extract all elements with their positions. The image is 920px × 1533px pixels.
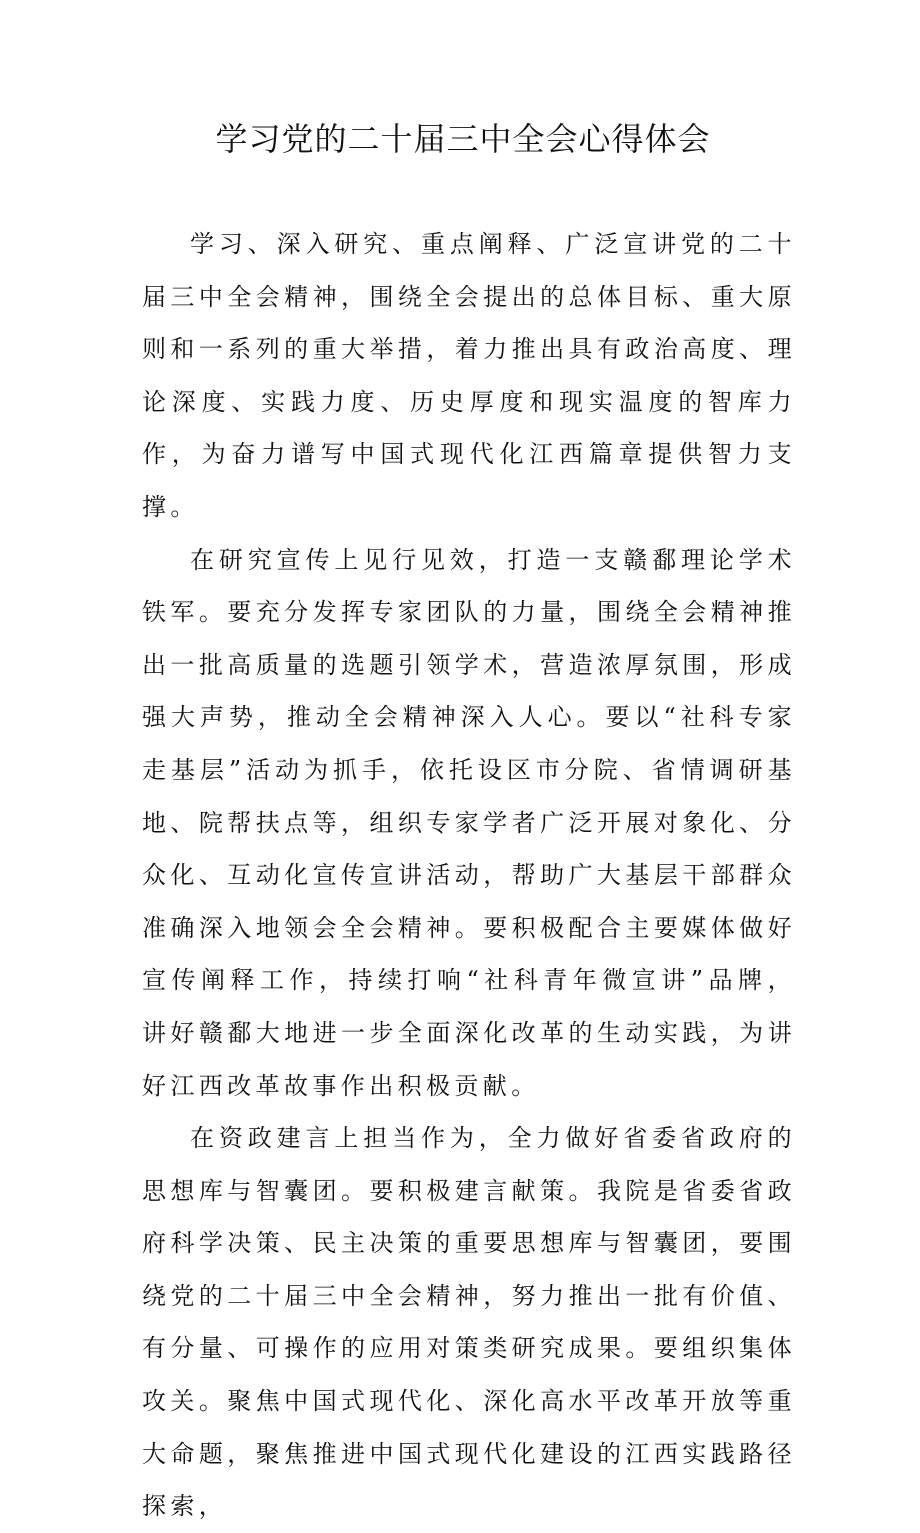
document-body [142, 218, 796, 1533]
document-title: 学习党的二十届三中全会心得体会 [215, 120, 711, 158]
paragraph-2: 在研究宣传上见行见效，打造一支赣鄱理论学术铁军。要充分发挥专家团队的力量，围绕全会精神推出一批高质量的选题引领学术，营造浓厚氛围，形成强大声势，推动全会精神深入人心。要以“社科专家走基层”活动为抓手，依托设区市分院、省情调研基地、院帮扶点等，组织专家学者广泛开展对象化、分众化、互动化宣传宣讲活动，帮助广大基层干部群众准确深入地领会全会精神。要积极配合主要媒体做好宣传阐释工作，持续打响“社科青年微宣讲”品牌，讲好赣鄱大地进一步全面深化改革的生动实践，为讲好江西改革故事作出积极贡献。 [142, 545, 796, 1100]
paragraph-1: 学习、深入研究、重点阐释、广泛宣讲党的二十届三中全会精神，围绕全会提出的总体目标、重大原则和一系列的重大举措，着力推出具有政治高度、理论深度、实践力度、历史厚度和现实温度的智库力作，为奋力谱写中国式现代化江西篇章提供智力支撑。 [142, 230, 796, 521]
paragraph-3: 在资政建言上担当作为，全力做好省委省政府的思想库与智囊团。要积极建言献策。我院是省委省政府科学决策、民主决策的重要思想库与智囊团，要围绕党的二十届三中全会精神，努力推出一批有价值、有分量、可操作的应用对策类研究成果。要组织集体攻关。聚焦中国式现代化、深化高水平改革开放等重大命题，聚焦推进中国式现代化建设的江西实践路径探索， [142, 1124, 796, 1521]
